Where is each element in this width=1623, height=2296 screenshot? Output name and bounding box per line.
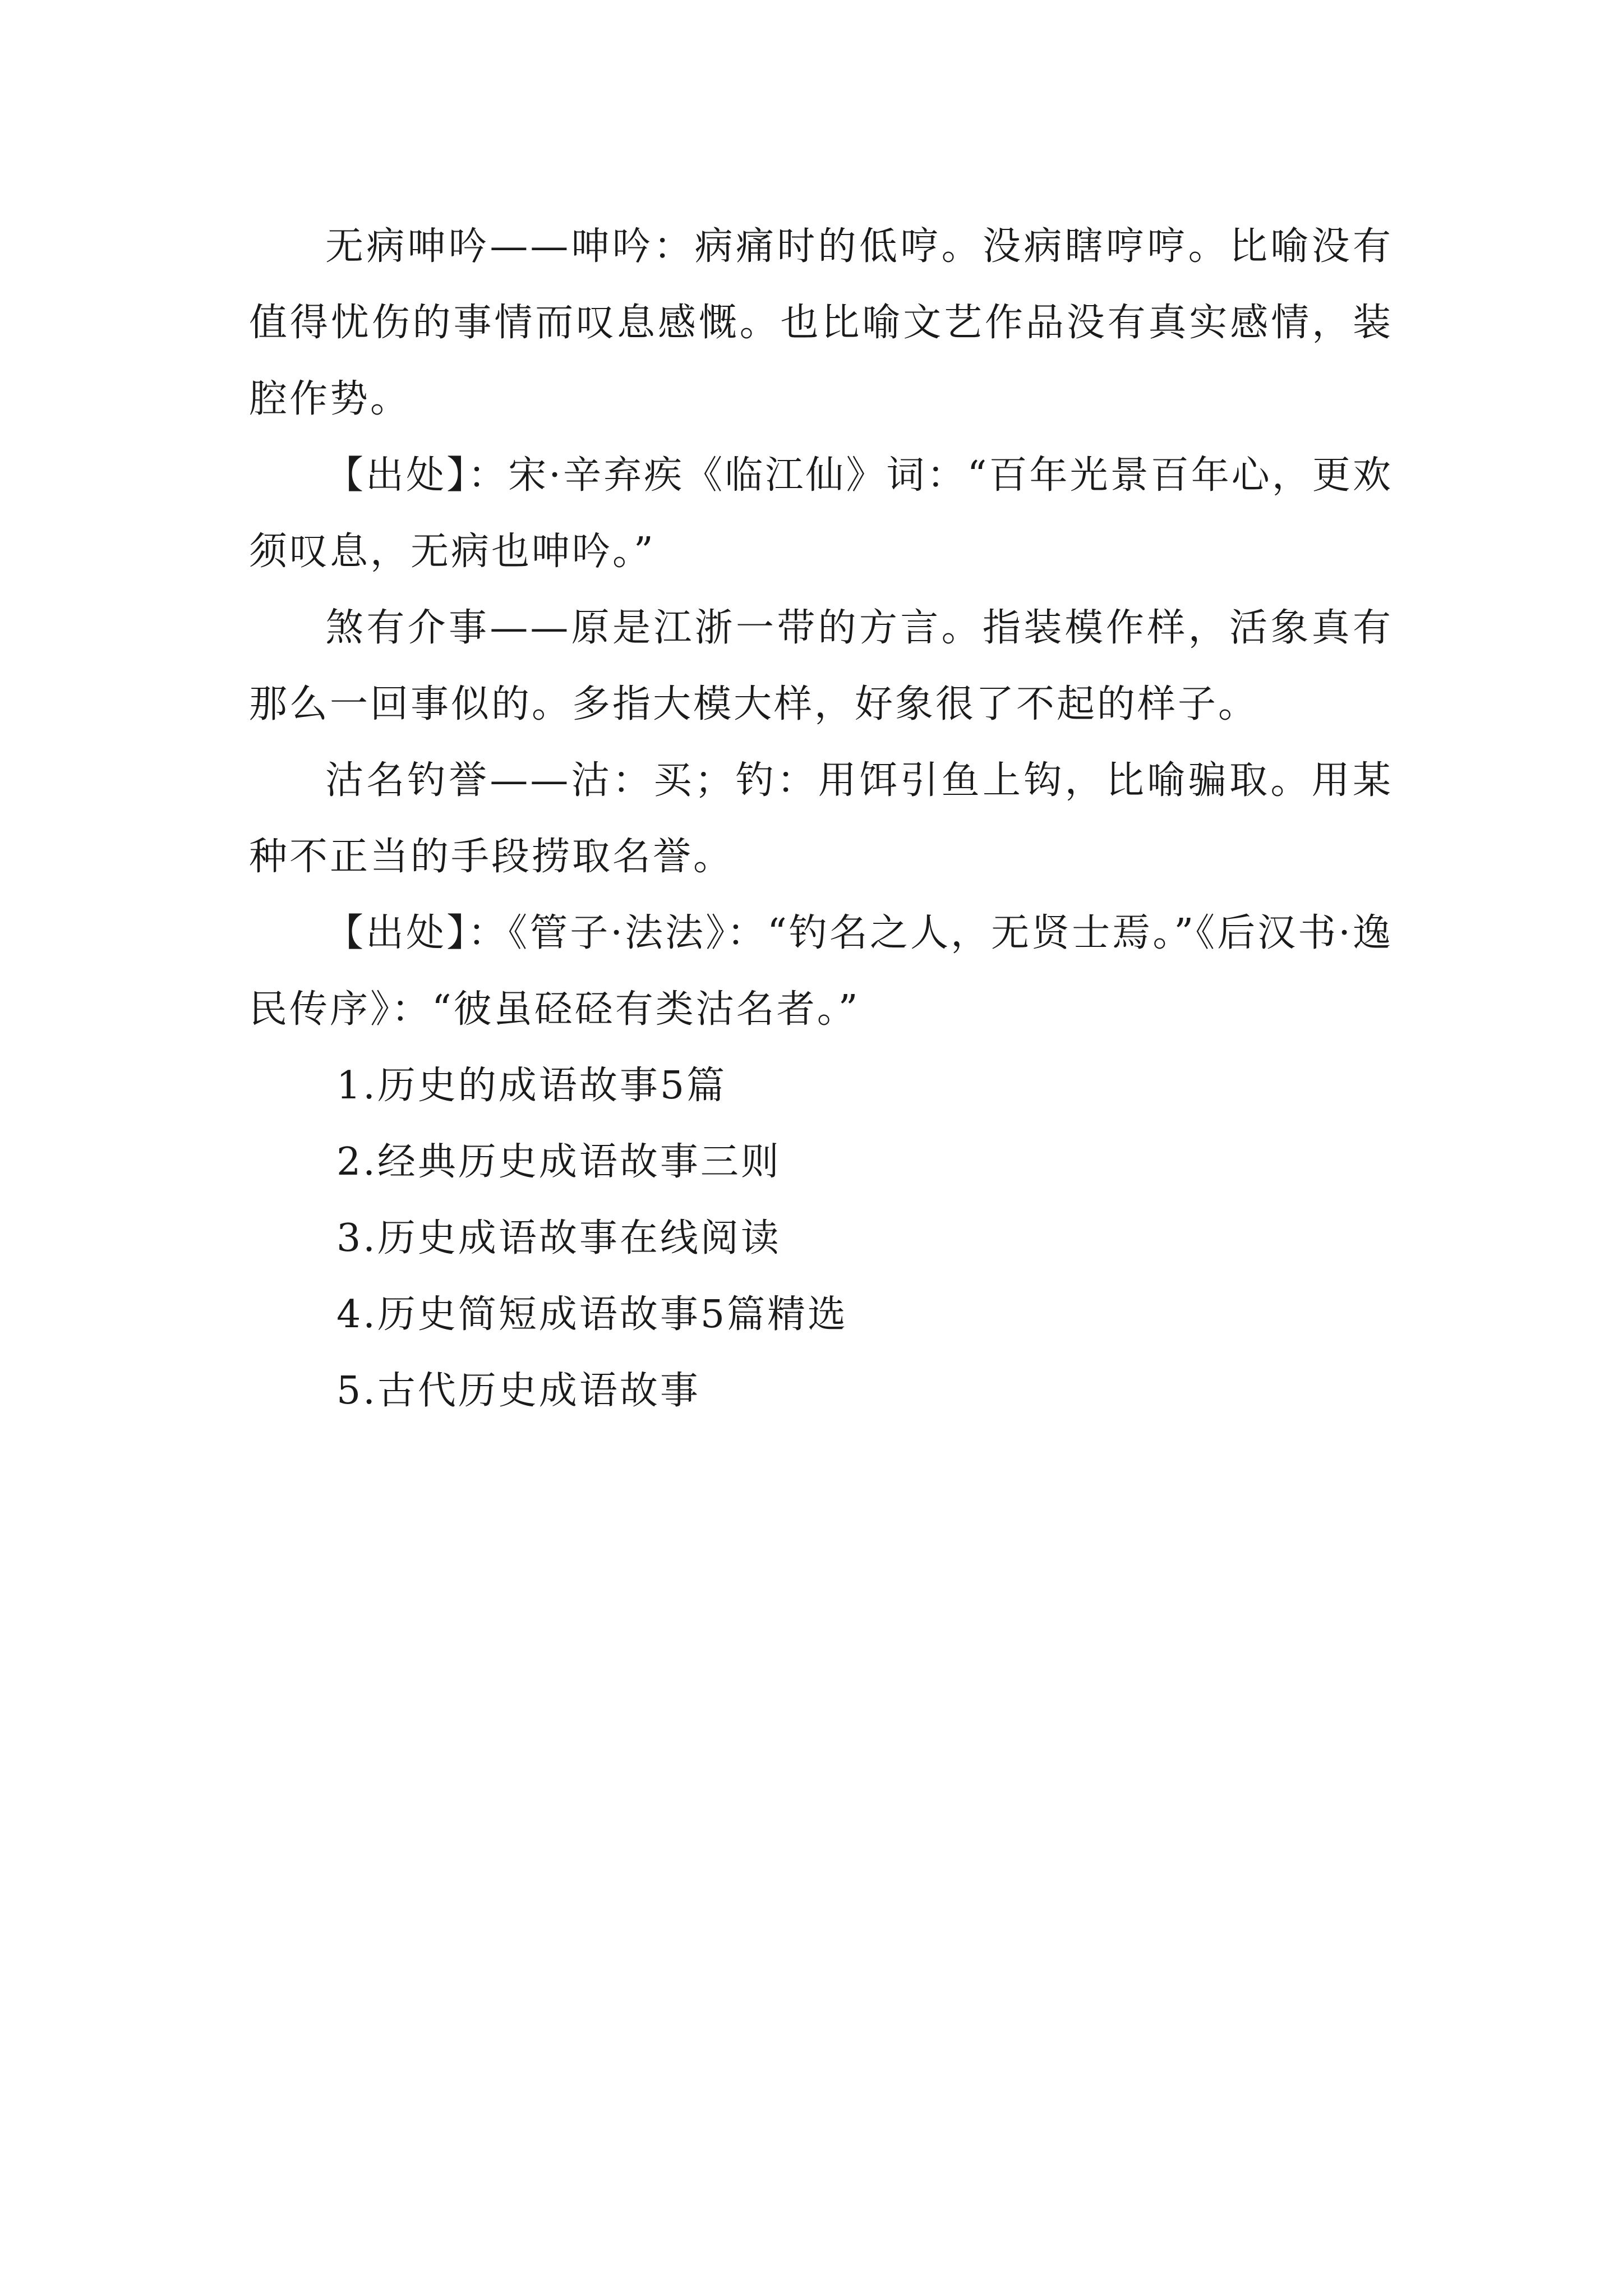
paragraph-source-guanzi: 【出处】：《管子·法法》：“钓名之人，无贤士焉。”《后汉书·逸民传序》：“彼虽硁硁有类沽名者。” (249, 911, 1393, 1032)
related-link-item[interactable]: 4.历史简短成语故事5篇精选 (336, 1292, 849, 1337)
related-link-item[interactable]: 2.经典历史成语故事三则 (336, 1140, 781, 1184)
paragraph-shayoujieshi: 煞有介事——原是江浙一带的方言。指装模作样，活象真有那么一回事似的。多指大模大样，好象很了不起的样子。 (249, 606, 1393, 726)
related-link-item[interactable]: 1.历史的成语故事5篇 (336, 1064, 727, 1108)
document-body (249, 209, 1393, 1429)
paragraph-wubingshenyin: 无病呻吟——呻吟：病痛时的低哼。没病瞎哼哼。比喻没有值得忧伤的事情而叹息感慨。也比喻文艺作品没有真实感情，装腔作势。 (249, 224, 1393, 421)
related-link-item[interactable]: 5.古代历史成语故事 (336, 1369, 700, 1413)
paragraph-gumingdiaoyu: 沽名钓誉——沽：买；钓：用饵引鱼上钩，比喻骗取。用某种不正当的手段捞取名誉。 (249, 758, 1393, 879)
related-links-list (249, 1048, 1393, 1429)
paragraph-source-linjiangxian: 【出处】：宋·辛弃疾《临江仙》词：“百年光景百年心，更欢须叹息，无病也呻吟。” (249, 453, 1393, 574)
related-link-item[interactable]: 3.历史成语故事在线阅读 (336, 1216, 781, 1260)
